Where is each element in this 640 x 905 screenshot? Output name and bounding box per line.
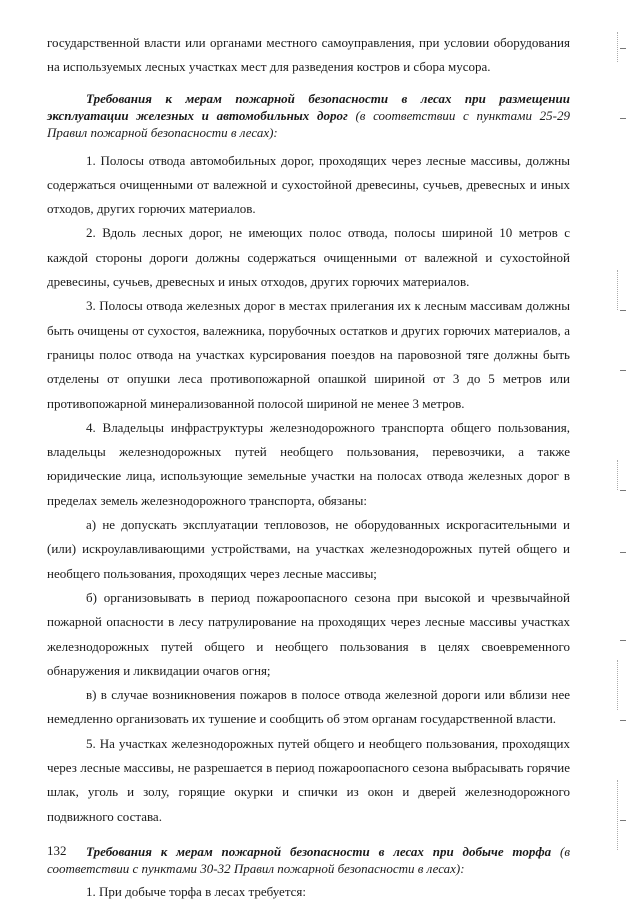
edge-tick <box>620 48 626 49</box>
list-item: в) в случае возникновения пожаров в полосе отвода железной дороги или вблизи нее немедленно организовать их тушение и сообщить об этом органам государственной власти. <box>47 687 570 727</box>
list-item: 4. Владельцы инфраструктуры железнодорожного транспорта общего пользования, владельцы железнодорожных путей необщего пользования, перевозчики, а также юридические лица, использующие земельные участки на полосах отвода железных дорог в пределах земель железнодорожного транспорта, обязаны: <box>47 419 570 508</box>
edge-tick <box>620 552 626 553</box>
section-heading-railways-roads <box>47 90 570 141</box>
document-page <box>47 31 570 904</box>
section-heading-title: Требования к мерам пожарной безопасности в лесах при размещении эксплуатации железных и автомобильных дорог <box>47 90 570 123</box>
edge-dots <box>617 32 618 62</box>
edge-tick <box>620 640 626 641</box>
edge-dots <box>617 460 618 490</box>
edge-tick <box>620 370 626 371</box>
list-item: а) не допускать эксплуатации тепловозов, не оборудованных искрогасительными и (или) искроулавливающими устройствами, на участках железнодорожных путей общего и необщего пользования, проходящих через лесные массивы; <box>47 517 570 581</box>
edge-tick <box>620 118 626 119</box>
scan-edge-marks <box>614 20 626 880</box>
section-heading-peat <box>47 843 570 877</box>
edge-dots <box>617 270 618 310</box>
page-number: 132 <box>47 843 67 858</box>
section-heading-reference: (в соответствии с пунктами 25-29 Правил пожарной безопасности в лесах): <box>47 107 570 140</box>
edge-tick <box>620 310 626 311</box>
edge-tick <box>620 720 626 721</box>
list-item: 1. При добыче торфа в лесах требуется: <box>86 883 307 899</box>
edge-dots <box>617 780 618 850</box>
section-heading-reference: (в соответствии с пунктами 30-32 Правил пожарной безопасности в лесах): <box>47 843 570 876</box>
edge-dots <box>617 660 618 710</box>
list-item: б) организовывать в период пожароопасного сезона при высокой и чрезвычайной пожарной опасности в лесу патрулирование на проходящих через лесные массивы участках железнодорожных путей общего и необщего пользования в целях своевременного обнаружения и ликвидации очагов огня; <box>47 589 570 678</box>
list-item: 1. Полосы отвода автомобильных дорог, проходящих через лесные массивы, должны содержаться очищенными от валежной и сухостойной древесины, сучьев, древесных и иных отходов, других горючих материалов. <box>47 152 570 217</box>
list-item: 5. На участках железнодорожных путей общего и необщего пользования, проходящих через лесные массивы, не разрешается в период пожароопасного сезона выбрасывать горячие шлак, уголь и золу, горящие окурки и спички из окон и дверей железнодорожного подвижного состава. <box>47 735 570 824</box>
list-item: 2. Вдоль лесных дорог, не имеющих полос отвода, полосы шириной 10 метров с каждой стороны дороги должны содержаться очищенными от валежной и сухостойной древесины, сучьев, древесных и иных отходов, других горючих материалов. <box>47 225 570 290</box>
intro-paragraph: государственной власти или органами местного самоуправления, при условии оборудования на используемых лесных участках мест для разведения костров и сбора мусора. <box>47 35 570 75</box>
edge-tick <box>620 820 626 821</box>
section-heading-title: Требования к мерам пожарной безопасности в лесах при добыче торфа <box>86 843 552 859</box>
list-item: 3. Полосы отвода железных дорог в местах прилегания их к лесным массивам должны быть очищены от сухостоя, валежника, порубочных остатков и других горючих материалов, а границы полос отвода на участках курсирования поездов на паровозной тяге должны быть отделены от опушки леса противопожарной опашкой шириной от 3 до 5 метров или противопожарной минерализованной полосой шириной не менее 3 метров. <box>47 298 570 411</box>
edge-tick <box>620 490 626 491</box>
